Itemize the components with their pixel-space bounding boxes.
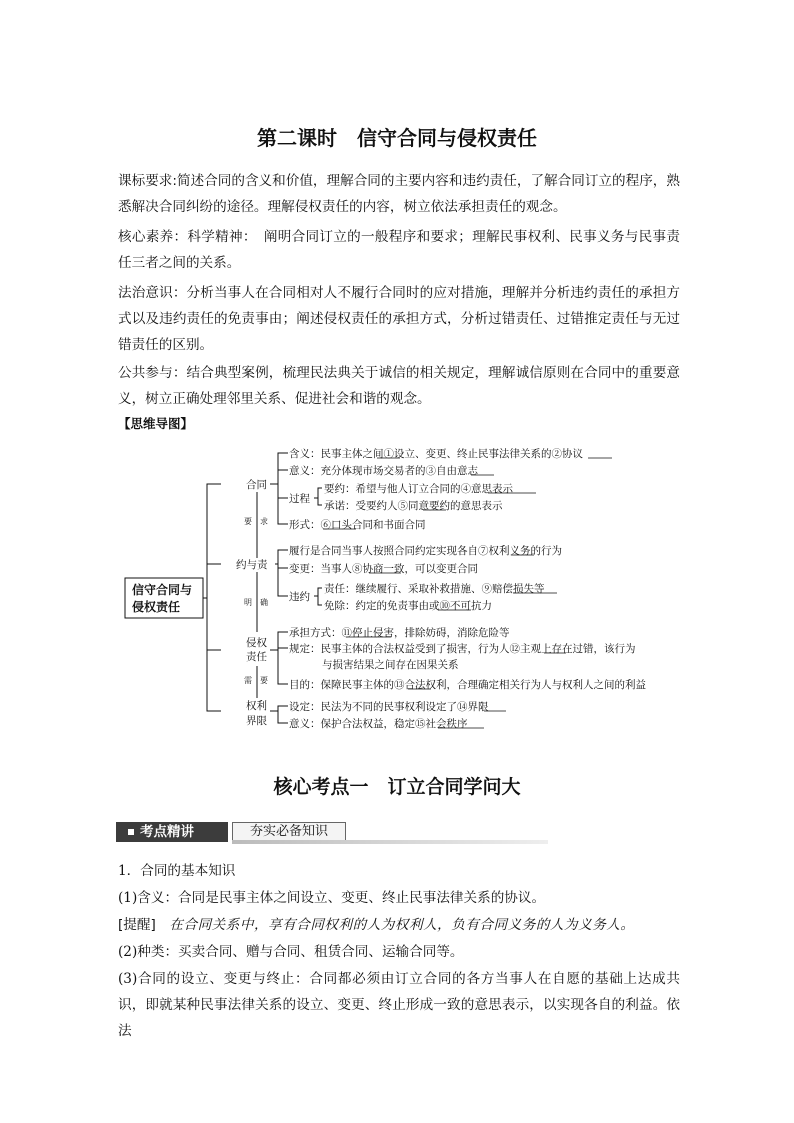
line-rights-significance: 意义：保护合法权益，稳定⑮社会秩序 [289,718,468,730]
line-offer: 要约：希望与他人订立合同的④意思表示 [324,483,513,495]
node-tort-line2: 责任 [246,651,267,663]
connector-label-clarify: 明 确 [244,598,268,607]
line-bearing-methods: 承担方式：⑪停止侵害，排除妨碍，消除危险等 [289,627,510,639]
square-bullet-icon [128,829,134,835]
line-liability: 责任：继续履行、采取补救措施、⑨赔偿损失等 [324,583,545,595]
line-rule-1: 规定：民事主体的合法权益受到了损害，行为人⑫主观上存在过错，该行为 [289,643,636,655]
body-establishment: (3)合同的设立、变更与终止：合同都必须由订立合同的各方当事人在自愿的基础上达成共识，即就某种民事法律关系的设立、变更、终止形成一致的意思表示，以实现各自的利益。依法 [118,971,680,1039]
curriculum-text: 简述合同的含义和价值，理解合同的主要内容和违约责任，了解合同订立的程序，熟悉解决合同纠纷的途径。理解侵权责任的内容，树立依法承担责任的观念。 [118,173,680,215]
line-exemption: 免除：约定的免责事由或⑩不可抗力 [324,600,492,612]
connector-label-need: 需 要 [244,676,268,685]
node-agreement-liability: 约与责 [236,559,268,571]
core-text: 科学精神： 阐明合同订立的一般程序和要求；理解民事权利、民事义务与民事责任三者之间的关系。 [118,229,681,271]
body-types: (2)种类：买卖合同、赠与合同、租赁合同、运输合同等。 [118,944,464,960]
mindmap-heading: 【思维导图】 [118,416,194,431]
line-meaning: 含义：民事主体之间①设立、变更、终止民事法律关系的②协议 [289,448,583,460]
body-tip [118,912,680,938]
node-process: 过程 [289,493,310,505]
page-title: 第二课时 信守合同与侵权责任 [257,126,537,150]
node-breach: 违约 [289,591,310,603]
curriculum-label: 课标要求: [118,173,177,189]
body-meaning: (1)含义：合同是民事主体之间设立、变更、终止民事法律关系的协议。 [118,890,546,906]
banner-sublabel: 夯实必备知识 [232,822,346,842]
core-label: 核心素养： [118,229,188,245]
line-change: 变更：当事人⑧协商一致，可以变更合同 [289,563,478,575]
body-heading: 1．合同的基本知识 [118,863,236,879]
section-title: 核心考点一 订立合同学问大 [273,776,521,798]
banner-label [116,822,228,842]
law-awareness: 法治意识：分析当事人在合同相对人不履行合同时的应对措施，理解并分析违约责任的承担方式以及违约责任的免责事由；阐述侵权责任的承担方式，分析过错责任、过错推定责任与无过错责任的区别。 [118,285,680,353]
node-contract: 合同 [246,479,267,491]
line-purpose: 目的：保障民事主体的⑬合法权利，合理确定相关行为人与权利人之间的利益 [289,679,646,691]
line-performance: 履行是合同当事人按照合同约定实现各自⑦权利义务的行为 [289,545,562,557]
tip-label: [提醒] [118,917,156,933]
section-banner [116,820,432,844]
node-rights-line2: 界限 [246,715,267,727]
banner-stripe [232,840,548,844]
tip-text: 在合同关系中，享有合同权利的人为权利人，负有合同义务的人为义务人。 [169,917,635,933]
connector-label-require: 要 求 [244,517,268,526]
mindmap-root-line1: 信守合同与 [132,583,193,597]
line-acceptance: 承诺：受要约人⑤同意要约的意思表示 [324,500,503,512]
line-form: 形式：⑥口头合同和书面合同 [289,519,426,531]
node-tort-line1: 侵权 [246,637,267,649]
line-rule-2: 与损害结果之间存在因果关系 [322,659,459,671]
banner-label-text: 考点精讲 [140,824,194,840]
public-participation: 公共参与：结合典型案例，梳理民法典关于诚信的相关规定，理解诚信原则在合同中的重要意义，树立正确处理邻里关系、促进社会和谐的观念。 [118,365,680,407]
line-setting: 设定：民法为不同的民事权利设定了⑭界限 [289,701,489,713]
mindmap-root-line2: 侵权责任 [132,600,181,614]
node-rights-line1: 权利 [246,700,267,712]
line-significance: 意义：充分体现市场交易者的③自由意志 [289,465,478,477]
